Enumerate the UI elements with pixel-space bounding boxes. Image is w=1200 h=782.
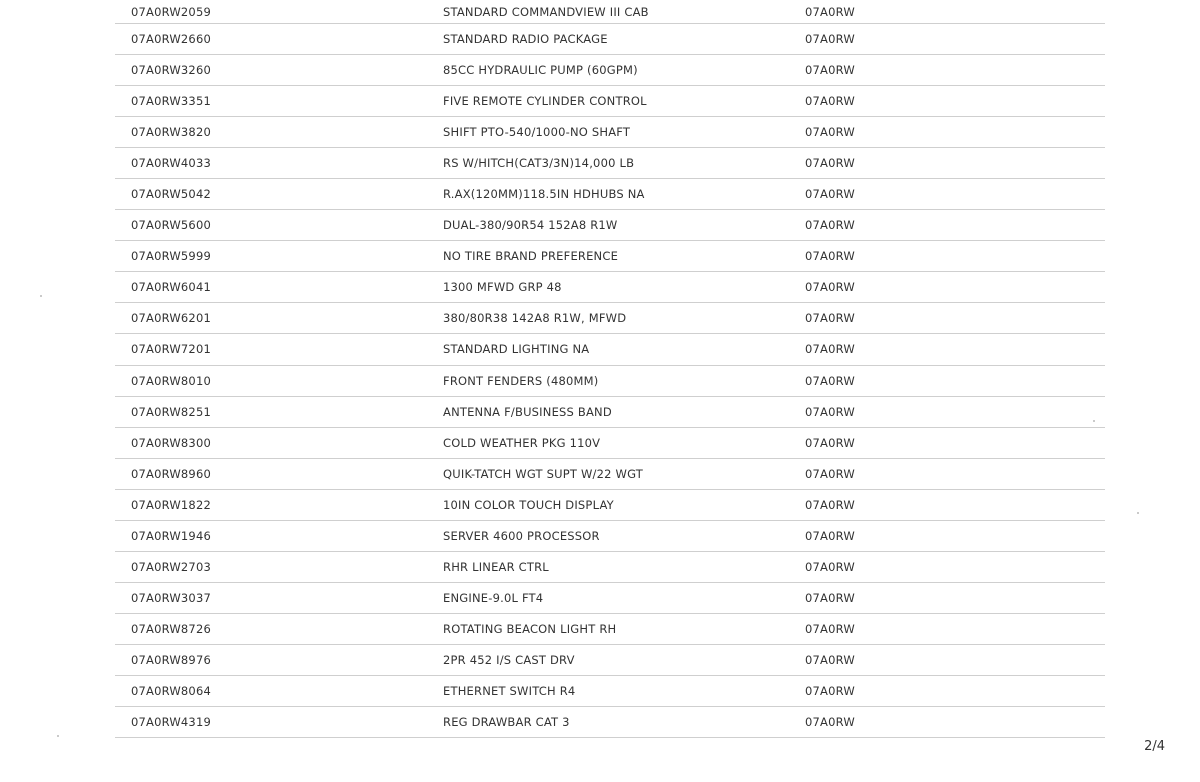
table-row — [115, 55, 1105, 86]
model-code: 07A0RW — [805, 280, 855, 295]
option-code: 07A0RW8300 — [131, 435, 211, 450]
option-code: 07A0RW5042 — [131, 187, 211, 202]
table-row — [115, 334, 1105, 365]
model-code: 07A0RW — [805, 435, 855, 450]
option-code: 07A0RW3260 — [131, 63, 211, 78]
table-row — [115, 241, 1105, 272]
model-code: 07A0RW — [805, 590, 855, 605]
option-description: DUAL-380/90R54 152A8 R1W — [443, 218, 618, 233]
table-row — [115, 459, 1105, 490]
option-description: SERVER 4600 PROCESSOR — [443, 528, 600, 543]
model-code: 07A0RW — [805, 652, 855, 667]
table-row — [115, 583, 1105, 614]
option-description: 10IN COLOR TOUCH DISPLAY — [443, 497, 614, 512]
table-row — [115, 210, 1105, 241]
model-code: 07A0RW — [805, 621, 855, 636]
model-code: 07A0RW — [805, 63, 855, 78]
option-description: R.AX(120MM)118.5IN HDHUBS NA — [443, 187, 645, 202]
option-description: STANDARD COMMANDVIEW III CAB — [443, 4, 649, 19]
table-row — [115, 24, 1105, 55]
option-code: 07A0RW3351 — [131, 94, 211, 109]
option-code: 07A0RW3820 — [131, 125, 211, 140]
option-code: 07A0RW8726 — [131, 621, 211, 636]
option-code: 07A0RW5600 — [131, 218, 211, 233]
option-description: FRONT FENDERS (480MM) — [443, 373, 599, 388]
option-code: 07A0RW8251 — [131, 404, 211, 419]
option-code: 07A0RW5999 — [131, 249, 211, 264]
model-code: 07A0RW — [805, 187, 855, 202]
table-row — [115, 490, 1105, 521]
scan-speck — [1093, 420, 1095, 422]
option-description: STANDARD RADIO PACKAGE — [443, 32, 608, 47]
model-code: 07A0RW — [805, 528, 855, 543]
page-number: 2/4 — [1144, 739, 1165, 754]
model-code: 07A0RW — [805, 218, 855, 233]
model-code: 07A0RW — [805, 311, 855, 326]
table-row — [115, 117, 1105, 148]
table-row — [115, 428, 1105, 459]
table-row — [115, 272, 1105, 303]
option-description: ENGINE-9.0L FT4 — [443, 590, 544, 605]
options-table — [115, 0, 1105, 738]
option-code: 07A0RW2660 — [131, 32, 211, 47]
model-code: 07A0RW — [805, 4, 855, 19]
option-description: STANDARD LIGHTING NA — [443, 342, 590, 357]
option-code: 07A0RW2059 — [131, 4, 211, 19]
option-description: REG DRAWBAR CAT 3 — [443, 715, 570, 730]
table-row — [115, 303, 1105, 334]
model-code: 07A0RW — [805, 497, 855, 512]
model-code: 07A0RW — [805, 32, 855, 47]
table-row — [115, 521, 1105, 552]
option-code: 07A0RW2703 — [131, 559, 211, 574]
option-description: FIVE REMOTE CYLINDER CONTROL — [443, 94, 647, 109]
model-code: 07A0RW — [805, 94, 855, 109]
model-code: 07A0RW — [805, 373, 855, 388]
option-code: 07A0RW4319 — [131, 715, 211, 730]
option-code: 07A0RW8064 — [131, 684, 211, 698]
scan-speck — [57, 735, 59, 737]
model-code: 07A0RW — [805, 404, 855, 419]
table-row — [115, 707, 1105, 738]
option-description: 2PR 452 I/S CAST DRV — [443, 652, 575, 667]
scan-speck — [40, 295, 42, 297]
model-code: 07A0RW — [805, 466, 855, 481]
option-code: 07A0RW7201 — [131, 342, 211, 357]
option-description: NO TIRE BRAND PREFERENCE — [443, 249, 619, 264]
option-description: 85CC HYDRAULIC PUMP (60GPM) — [443, 63, 638, 78]
option-description: ANTENNA F/BUSINESS BAND — [443, 404, 612, 419]
model-code: 07A0RW — [805, 684, 855, 698]
option-code: 07A0RW1946 — [131, 528, 211, 543]
option-description: SHIFT PTO-540/1000-NO SHAFT — [443, 125, 631, 140]
model-code: 07A0RW — [805, 715, 855, 730]
table-row — [115, 397, 1105, 428]
option-description: RS W/HITCH(CAT3/3N)14,000 LB — [443, 156, 635, 171]
option-description: QUIK-TATCH WGT SUPT W/22 WGT — [443, 466, 643, 481]
option-description: ROTATING BEACON LIGHT RH — [443, 621, 617, 636]
table-row — [115, 148, 1105, 179]
option-code: 07A0RW1822 — [131, 497, 211, 512]
model-code: 07A0RW — [805, 125, 855, 140]
option-description: 380/80R38 142A8 R1W, MFWD — [443, 311, 627, 326]
table-row — [115, 0, 1105, 24]
table-row — [115, 179, 1105, 210]
option-code: 07A0RW6041 — [131, 280, 211, 295]
option-code: 07A0RW6201 — [131, 311, 211, 326]
option-code: 07A0RW8960 — [131, 466, 211, 481]
table-row — [115, 86, 1105, 117]
option-code: 07A0RW3037 — [131, 590, 211, 605]
option-description: ETHERNET SWITCH R4 — [443, 684, 576, 698]
table-row — [115, 645, 1105, 676]
table-row — [115, 676, 1105, 707]
option-code: 07A0RW4033 — [131, 156, 211, 171]
model-code: 07A0RW — [805, 559, 855, 574]
table-row — [115, 366, 1105, 397]
option-description: COLD WEATHER PKG 110V — [443, 435, 601, 450]
option-code: 07A0RW8010 — [131, 373, 211, 388]
option-code: 07A0RW8976 — [131, 652, 211, 667]
option-description: 1300 MFWD GRP 48 — [443, 280, 562, 295]
table-row — [115, 552, 1105, 583]
scan-speck — [1137, 512, 1139, 514]
model-code: 07A0RW — [805, 249, 855, 264]
table-row — [115, 614, 1105, 645]
model-code: 07A0RW — [805, 342, 855, 357]
option-description: RHR LINEAR CTRL — [443, 559, 549, 574]
model-code: 07A0RW — [805, 156, 855, 171]
